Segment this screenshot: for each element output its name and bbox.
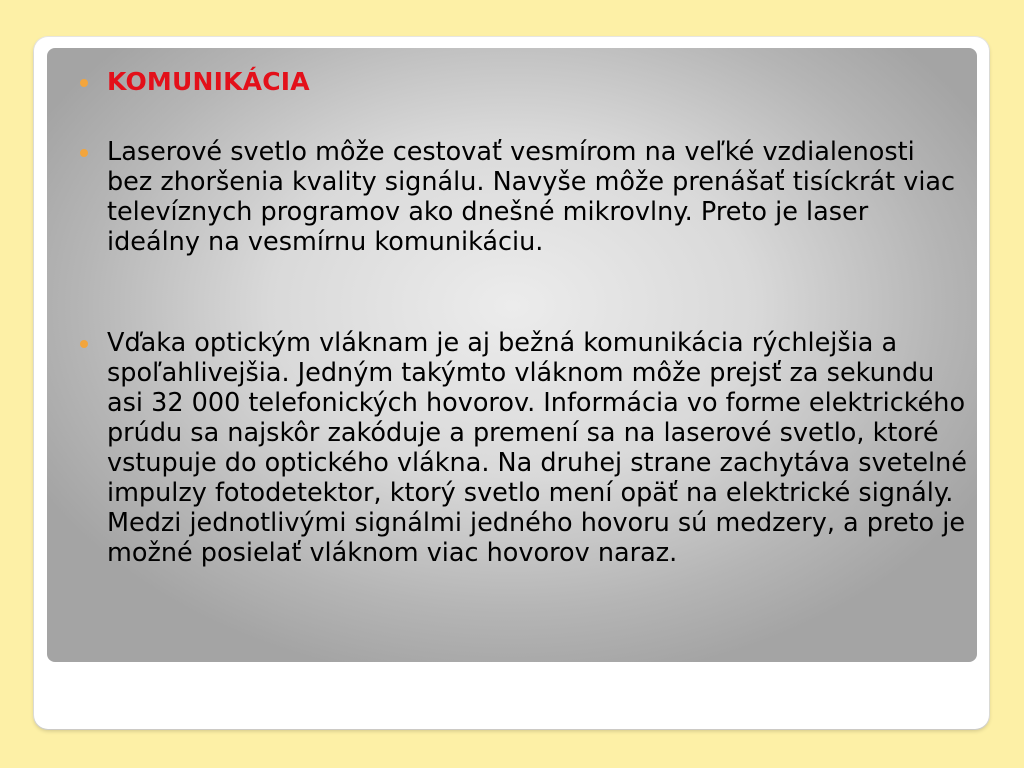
bullet-optical-fiber	[107, 328, 967, 568]
paragraph-text: Laserové svetlo môže cestovať vesmírom na veľké vzdialenosti bez zhoršenia kvality signálu. Navyše môže prenášať tisíckrát viac televíznych programov ako dnešné mikrovlny. Preto je laser ideálny na vesmírnu komunikáciu.	[107, 137, 956, 257]
content-panel	[47, 48, 977, 662]
bullet-dot-icon	[80, 340, 88, 348]
slide-heading: KOMUNIKÁCIA	[107, 67, 310, 96]
paragraph-text: Vďaka optickým vláknam je aj bežná komunikácia rýchlejšia a spoľahlivejšia. Jedným takýmto vláknom môže prejsť za sekundu asi 32 000 telefonických hovorov. Informácia vo forme elektrického prúdu sa najskôr zakóduje a premení sa na laserové svetlo, ktoré vstupuje do optického vlákna. Na druhej strane zachytáva svetelné impulzy fotodetektor, ktorý svetlo mení opäť na elektrické signály. Medzi jednotlivými signálmi jedného hovoru sú medzery, a preto je možné posielať vláknom viac hovorov naraz.	[107, 328, 967, 568]
bullet-dot-icon	[80, 79, 88, 87]
bullet-dot-icon	[80, 149, 88, 157]
bullet-heading	[107, 67, 967, 97]
bullet-laser-space	[107, 137, 967, 257]
